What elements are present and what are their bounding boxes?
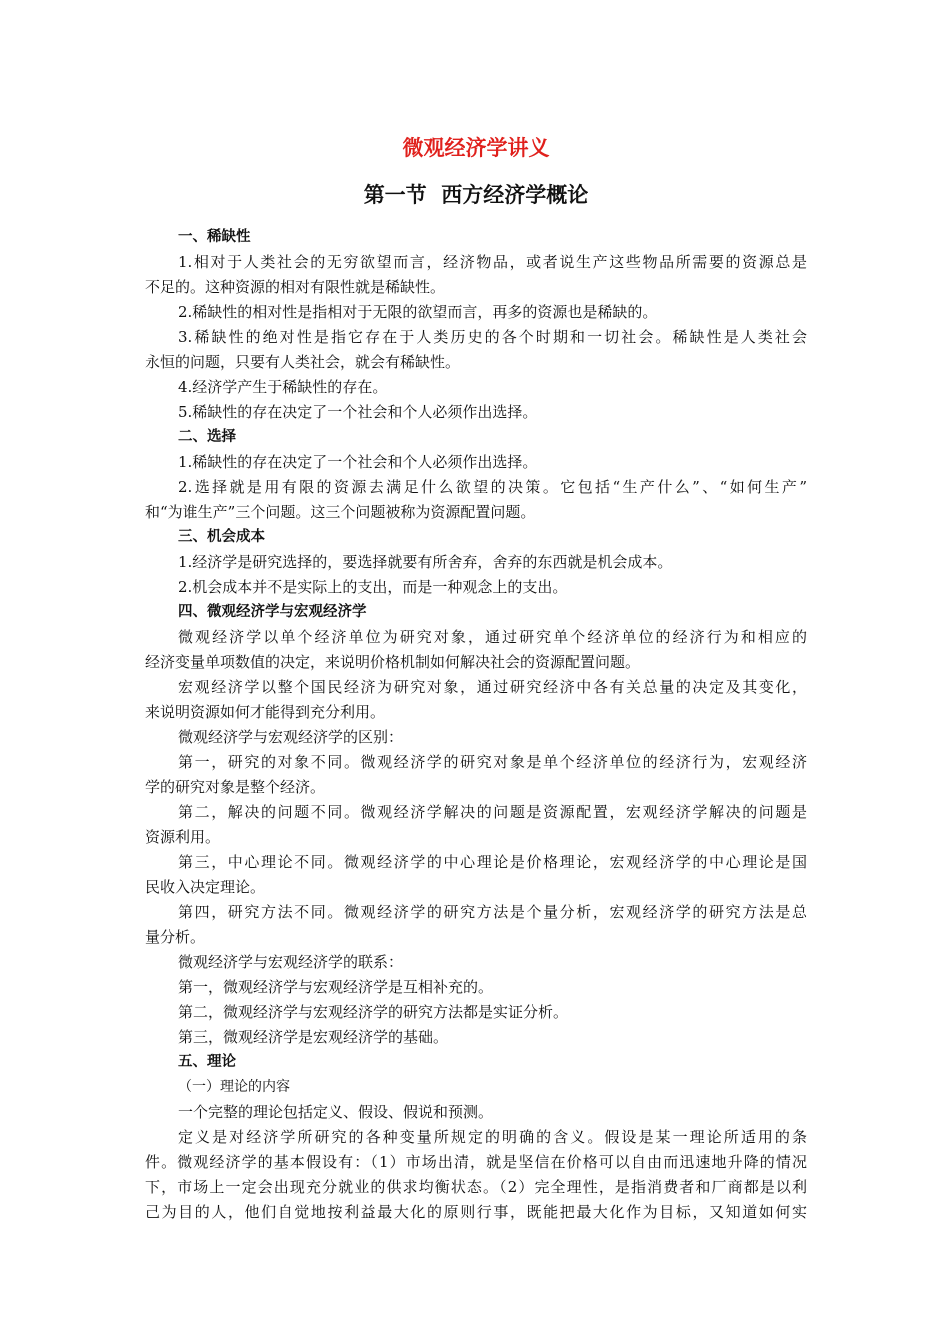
subsection-heading: （一）理论的内容: [178, 1079, 290, 1095]
body-line: 学的研究对象是整个经济。: [145, 778, 326, 796]
body-line: 第一，微观经济学与宏观经济学是互相补充的。: [178, 978, 494, 996]
body-line: 不足的。这种资源的相对有限性就是稀缺性。: [145, 278, 446, 296]
document-title: 微观经济学讲义: [402, 135, 550, 160]
body-line: 2.机会成本并不是实际上的支出，而是一种观念上的支出。: [178, 578, 568, 596]
body-line: 1.相对于人类社会的无穷欲望而言，经济物品，或者说生产这些物品所需要的资源总是: [178, 253, 807, 271]
body-line: 3.稀缺性的绝对性是指它存在于人类历史的各个时期和一切社会。稀缺性是人类社会: [178, 328, 807, 346]
body-line: 下，市场上一定会出现充分就业的供求均衡状态。（2）完全理性，是指消费者和厂商都是以利: [145, 1178, 807, 1196]
body-line: 微观经济学与宏观经济学的区别：: [178, 728, 404, 746]
body-line: 2.选择就是用有限的资源去满足什么欲望的决策。它包括“生产什么”、“如何生产”: [178, 478, 807, 496]
body-line: 件。微观经济学的基本假设有：（1）市场出清，就是坚信在价格可以自由而迅速地升降的情况: [145, 1153, 807, 1171]
body-line: 资源利用。: [145, 828, 221, 846]
section-heading: 三、机会成本: [178, 529, 265, 545]
body-line: 和“为谁生产”三个问题。这三个问题被称为资源配置问题。: [145, 503, 536, 521]
body-line: 第四，研究方法不同。微观经济学的研究方法是个量分析，宏观经济学的研究方法是总: [178, 903, 807, 921]
body-line: 5.稀缺性的存在决定了一个社会和个人必须作出选择。: [178, 403, 538, 421]
section-heading: 四、微观经济学与宏观经济学: [178, 604, 367, 620]
body-line: 第三，微观经济学是宏观经济学的基础。: [178, 1028, 449, 1046]
body-line: 1.经济学是研究选择的，要选择就要有所舍弃，舍弃的东西就是机会成本。: [178, 553, 673, 571]
body-line: 己为目的人，他们自觉地按利益最大化的原则行事，既能把最大化作为目标，又知道如何实: [145, 1203, 807, 1221]
body-line: 第二，解决的问题不同。微观经济学解决的问题是资源配置，宏观经济学解决的问题是: [178, 803, 807, 821]
body-line: 宏观经济学以整个国民经济为研究对象，通过研究经济中各有关总量的决定及其变化，: [178, 678, 807, 696]
body-line: 定义是对经济学所研究的各种变量所规定的明确的含义。假设是某一理论所适用的条: [178, 1128, 807, 1146]
body-line: 4.经济学产生于稀缺性的存在。: [178, 378, 388, 396]
section-heading: 一、稀缺性: [178, 229, 251, 245]
body-line: 民收入决定理论。: [145, 878, 266, 896]
body-line: 微观经济学以单个经济单位为研究对象，通过研究单个经济单位的经济行为和相应的: [178, 628, 807, 646]
body-line: 经济变量单项数值的决定，来说明价格机制如何解决社会的资源配置问题。: [145, 653, 641, 671]
section-heading: 二、选择: [178, 429, 236, 445]
section-heading: 五、理论: [178, 1054, 236, 1070]
body-line: 永恒的问题，只要有人类社会，就会有稀缺性。: [145, 353, 461, 371]
document-page: [145, 132, 807, 1225]
body-line: 一个完整的理论包括定义、假设、假说和预测。: [178, 1103, 494, 1121]
body-line: 1.稀缺性的存在决定了一个社会和个人必须作出选择。: [178, 453, 538, 471]
body-line: 第一，研究的对象不同。微观经济学的研究对象是单个经济单位的经济行为，宏观经济: [178, 753, 807, 771]
body-line: 微观经济学与宏观经济学的联系：: [178, 953, 404, 971]
body-line: 第三，中心理论不同。微观经济学的中心理论是价格理论，宏观经济学的中心理论是国: [178, 853, 807, 871]
body-line: 第二，微观经济学与宏观经济学的研究方法都是实证分析。: [178, 1003, 569, 1021]
chapter-title: 第一节 西方经济学概论: [363, 182, 589, 207]
body-line: 来说明资源如何才能得到充分利用。: [145, 703, 386, 721]
document-body: [145, 225, 807, 1225]
body-line: 量分析。: [145, 928, 206, 946]
body-line: 2.稀缺性的相对性是指相对于无限的欲望而言，再多的资源也是稀缺的。: [178, 303, 658, 321]
